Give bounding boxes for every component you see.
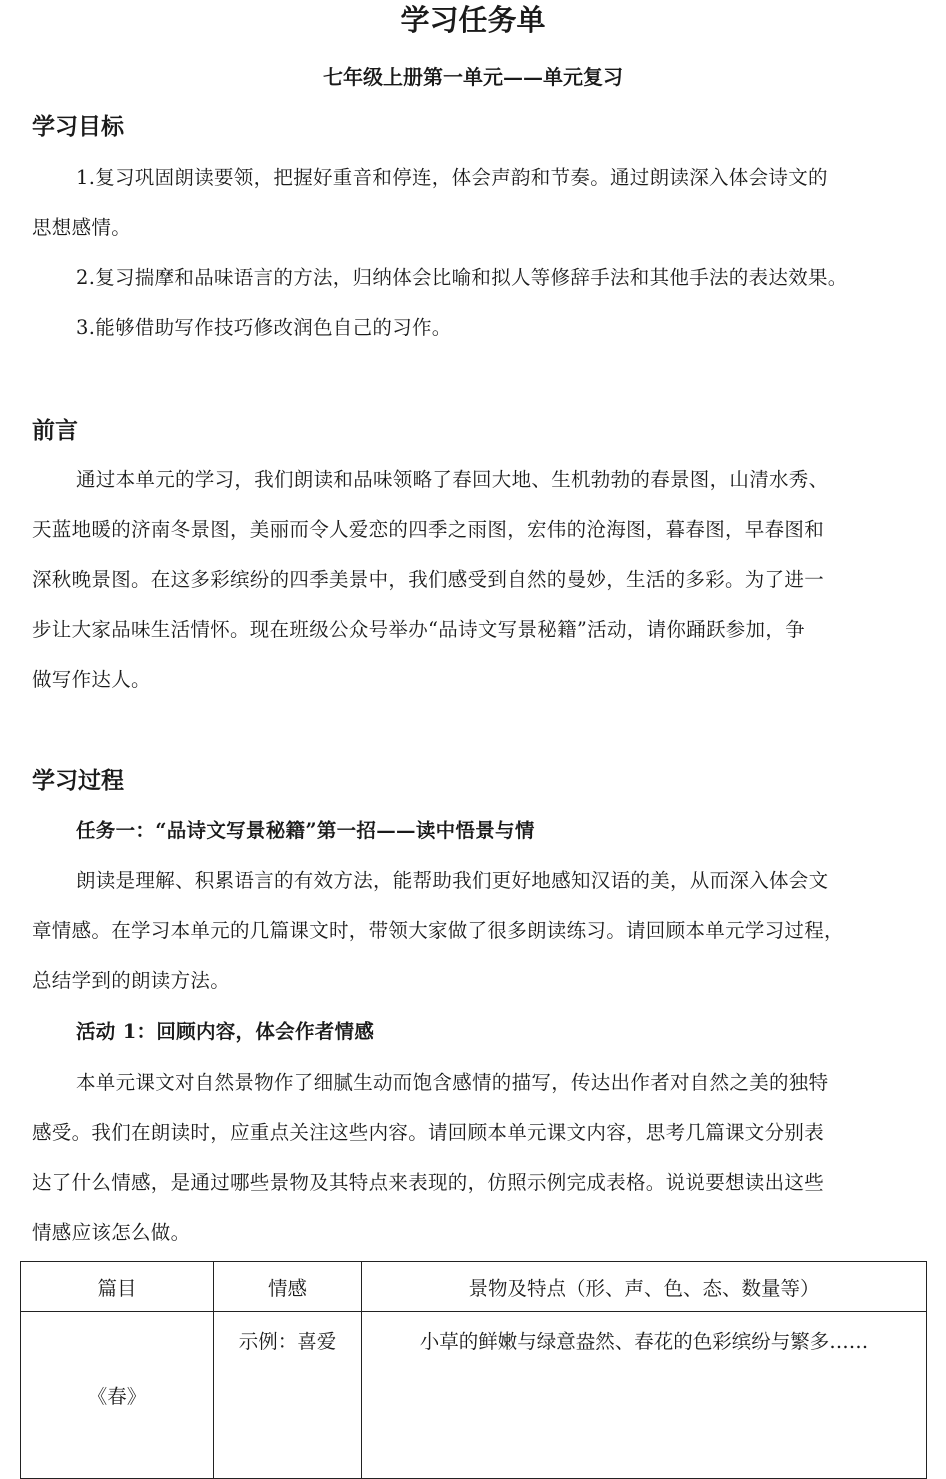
activity1-line-1: 本单元课文对自然景物作了细腻生动而饱含感情的描写，传达出作者对自然之美的独特 [76,1071,829,1094]
table-header-features: 景物及特点（形、声、色、态、数量等） [362,1262,927,1312]
table-cell-title: 《春》 [21,1312,214,1479]
activity1-line-4: 情感应该怎么做。 [32,1221,191,1244]
document-subtitle: 七年级上册第一单元——单元复习 [323,65,623,89]
table-header-emotion: 情感 [214,1262,362,1312]
goal-line-3: 2.复习揣摩和品味语言的方法，归纳体会比喻和拟人等修辞手法和其他手法的表达效果。 [76,266,848,289]
table-header-title: 篇目 [21,1262,214,1312]
emotion-table [20,1261,927,1479]
table-header-row [21,1262,927,1312]
preface-line-3: 深秋晚景图。在这多彩缤纷的四季美景中，我们感受到自然的曼妙，生活的多彩。为了进一 [32,568,825,591]
goal-line-4: 3.能够借助写作技巧修改润色自己的习作。 [76,316,452,339]
preface-heading: 前言 [32,418,78,444]
task1-line-3: 总结学到的朗读方法。 [32,969,231,992]
task1-line-2: 章情感。在学习本单元的几篇课文时，带领大家做了很多朗读练习。请回顾本单元学习过程， [32,919,844,942]
process-heading: 学习过程 [32,768,124,794]
preface-line-2: 天蓝地暖的济南冬景图，美丽而令人爱恋的四季之雨图，宏伟的沧海图，暮春图，早春图和 [32,518,825,541]
document-title: 学习任务单 [400,3,546,37]
task1-title: 任务一：“品诗文写景秘籍”第一招——读中悟景与情 [76,819,535,842]
goal-line-1: 1.复习巩固朗读要领，把握好重音和停连，体会声韵和节奏。通过朗读深入体会诗文的 [76,166,828,189]
preface-line-4: 步让大家品味生活情怀。现在班级公众号举办“品诗文写景秘籍”活动，请你踊跃参加，争 [32,618,805,641]
goal-line-2: 思想感情。 [32,216,132,239]
preface-line-5: 做写作达人。 [32,668,151,691]
table-row [21,1312,927,1479]
table-cell-emotion[interactable]: 示例：喜爱 [214,1312,362,1479]
activity1-title: 活动 1：回顾内容，体会作者情感 [76,1020,375,1043]
activity1-line-2: 感受。我们在朗读时，应重点关注这些内容。请回顾本单元课文内容，思考几篇课文分别表 [32,1121,825,1144]
activity1-line-3: 达了什么情感，是通过哪些景物及其特点来表现的，仿照示例完成表格。说说要想读出这些 [32,1171,825,1194]
table-cell-features[interactable]: 小草的鲜嫩与绿意盎然、春花的色彩缤纷与繁多…… [362,1312,927,1479]
task1-line-1: 朗读是理解、积累语言的有效方法，能帮助我们更好地感知汉语的美，从而深入体会文 [76,869,829,892]
preface-line-1: 通过本单元的学习，我们朗读和品味领略了春回大地、生机勃勃的春景图，山清水秀、 [76,468,829,491]
goals-heading: 学习目标 [32,114,124,140]
